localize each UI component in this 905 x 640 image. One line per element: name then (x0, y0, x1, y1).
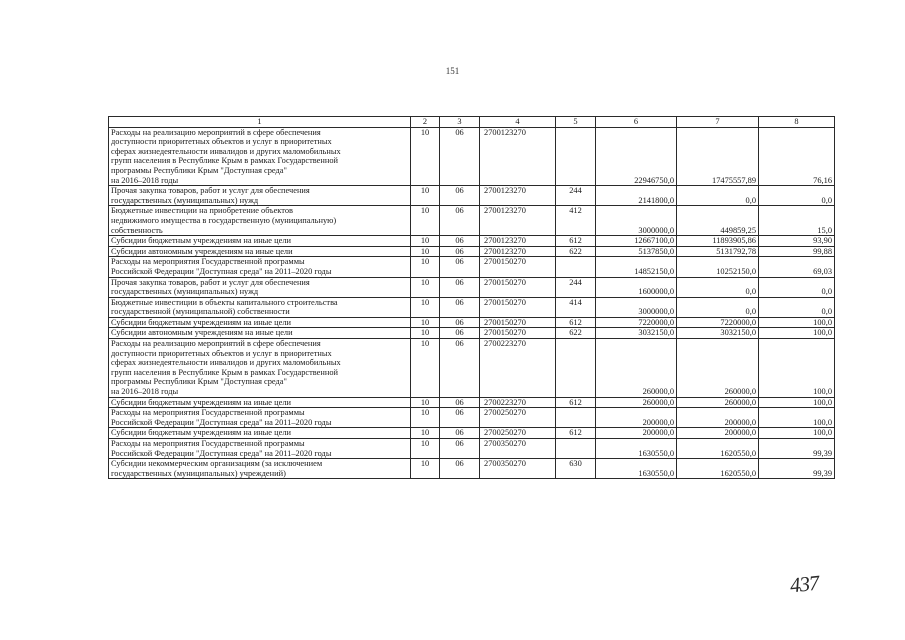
executed-amount-cell: 10252150,0 (677, 257, 759, 277)
column-header: 6 (596, 117, 677, 128)
table-row (109, 186, 835, 206)
expense-type-cell: 414 (556, 297, 596, 317)
section-code-cell: 10 (411, 297, 440, 317)
table-header-row (109, 117, 835, 128)
row-name-cell: Расходы на реализацию мероприятий в сфере обеспечения доступности приоритетных объектов и услуг в приоритетных сферах жизнедеятельности инвалидов и других маломобильных групп населения в Республике Крым в рамках Государственной программы Республики Крым "Доступная среда" на 2016–2018 годы (109, 339, 411, 398)
column-header: 2 (411, 117, 440, 128)
expense-type-cell: 244 (556, 186, 596, 206)
execution-percent-cell: 93,90 (759, 236, 835, 247)
executed-amount-cell: 11893905,86 (677, 236, 759, 247)
column-header: 8 (759, 117, 835, 128)
subsection-code-cell: 06 (440, 246, 480, 257)
column-header: 3 (440, 117, 480, 128)
subsection-code-cell: 06 (440, 317, 480, 328)
row-name-cell: Бюджетные инвестиции на приобретение объектов недвижимого имущества в государственную (муниципальную) собственность (109, 206, 411, 236)
target-article-cell: 2700350270 (480, 459, 556, 479)
subsection-code-cell: 06 (440, 236, 480, 247)
executed-amount-cell: 0,0 (677, 186, 759, 206)
table-row (109, 297, 835, 317)
subsection-code-cell: 06 (440, 206, 480, 236)
subsection-code-cell: 06 (440, 408, 480, 428)
target-article-cell: 2700250270 (480, 428, 556, 439)
execution-percent-cell: 69,03 (759, 257, 835, 277)
planned-amount-cell: 12667100,0 (596, 236, 677, 247)
row-name-cell: Расходы на мероприятия Государственной программы Российской Федерации "Доступная среда" на 2011–2020 годы (109, 408, 411, 428)
section-code-cell: 10 (411, 127, 440, 186)
execution-percent-cell: 100,0 (759, 428, 835, 439)
execution-percent-cell: 0,0 (759, 277, 835, 297)
target-article-cell: 2700150270 (480, 257, 556, 277)
planned-amount-cell: 260000,0 (596, 339, 677, 398)
section-code-cell: 10 (411, 236, 440, 247)
handwritten-page-number: 437 (788, 570, 820, 598)
table-row (109, 428, 835, 439)
planned-amount-cell: 3000000,0 (596, 297, 677, 317)
execution-percent-cell: 100,0 (759, 397, 835, 408)
table-row (109, 257, 835, 277)
expense-type-cell (556, 408, 596, 428)
subsection-code-cell: 06 (440, 186, 480, 206)
section-code-cell: 10 (411, 439, 440, 459)
subsection-code-cell: 06 (440, 339, 480, 398)
table-row (109, 328, 835, 339)
execution-percent-cell: 99,39 (759, 459, 835, 479)
target-article-cell: 2700223270 (480, 339, 556, 398)
row-name-cell: Субсидии бюджетным учреждениям на иные цели (109, 317, 411, 328)
page-number: 151 (445, 66, 460, 76)
column-header: 4 (480, 117, 556, 128)
planned-amount-cell: 3032150,0 (596, 328, 677, 339)
executed-amount-cell: 1620550,0 (677, 459, 759, 479)
subsection-code-cell: 06 (440, 277, 480, 297)
row-name-cell: Расходы на мероприятия Государственной программы Российской Федерации "Доступная среда" на 2011–2020 годы (109, 439, 411, 459)
table-row (109, 277, 835, 297)
planned-amount-cell: 1630550,0 (596, 439, 677, 459)
column-header: 5 (556, 117, 596, 128)
section-code-cell: 10 (411, 186, 440, 206)
execution-percent-cell: 15,0 (759, 206, 835, 236)
expense-type-cell: 622 (556, 328, 596, 339)
planned-amount-cell: 5137850,0 (596, 246, 677, 257)
target-article-cell: 2700123270 (480, 236, 556, 247)
subsection-code-cell: 06 (440, 257, 480, 277)
target-article-cell: 2700350270 (480, 439, 556, 459)
section-code-cell: 10 (411, 328, 440, 339)
expense-type-cell (556, 339, 596, 398)
expense-type-cell: 630 (556, 459, 596, 479)
table-row (109, 127, 835, 186)
target-article-cell: 2700123270 (480, 127, 556, 186)
row-name-cell: Прочая закупка товаров, работ и услуг для обеспечения государственных (муниципальных) нужд (109, 186, 411, 206)
planned-amount-cell: 3000000,0 (596, 206, 677, 236)
row-name-cell: Субсидии автономным учреждениям на иные цели (109, 328, 411, 339)
executed-amount-cell: 7220000,0 (677, 317, 759, 328)
row-name-cell: Субсидии бюджетным учреждениям на иные цели (109, 428, 411, 439)
section-code-cell: 10 (411, 317, 440, 328)
execution-percent-cell: 99,39 (759, 439, 835, 459)
executed-amount-cell: 200000,0 (677, 408, 759, 428)
expense-type-cell: 412 (556, 206, 596, 236)
planned-amount-cell: 14852150,0 (596, 257, 677, 277)
section-code-cell: 10 (411, 277, 440, 297)
execution-percent-cell: 100,0 (759, 408, 835, 428)
execution-percent-cell: 100,0 (759, 328, 835, 339)
row-name-cell: Субсидии бюджетным учреждениям на иные цели (109, 397, 411, 408)
target-article-cell: 2700123270 (480, 186, 556, 206)
column-header: 1 (109, 117, 411, 128)
target-article-cell: 2700150270 (480, 297, 556, 317)
planned-amount-cell: 1630550,0 (596, 459, 677, 479)
executed-amount-cell: 0,0 (677, 277, 759, 297)
planned-amount-cell: 200000,0 (596, 408, 677, 428)
planned-amount-cell: 7220000,0 (596, 317, 677, 328)
planned-amount-cell: 1600000,0 (596, 277, 677, 297)
execution-percent-cell: 100,0 (759, 317, 835, 328)
section-code-cell: 10 (411, 459, 440, 479)
row-name-cell: Субсидии некоммерческим организациям (за исключением государственных (муниципальных) учреждений) (109, 459, 411, 479)
subsection-code-cell: 06 (440, 127, 480, 186)
section-code-cell: 10 (411, 408, 440, 428)
target-article-cell: 2700123270 (480, 206, 556, 236)
target-article-cell: 2700150270 (480, 317, 556, 328)
executed-amount-cell: 1620550,0 (677, 439, 759, 459)
expense-type-cell (556, 257, 596, 277)
row-name-cell: Бюджетные инвестиции в объекты капитального строительства государственной (муниципальной) собственности (109, 297, 411, 317)
column-header: 7 (677, 117, 759, 128)
table-row (109, 317, 835, 328)
executed-amount-cell: 260000,0 (677, 397, 759, 408)
table-row (109, 339, 835, 398)
subsection-code-cell: 06 (440, 428, 480, 439)
executed-amount-cell: 260000,0 (677, 339, 759, 398)
expense-type-cell: 612 (556, 428, 596, 439)
expense-type-cell (556, 127, 596, 186)
execution-percent-cell: 0,0 (759, 297, 835, 317)
expense-type-cell: 612 (556, 317, 596, 328)
executed-amount-cell: 5131792,78 (677, 246, 759, 257)
planned-amount-cell: 2141800,0 (596, 186, 677, 206)
target-article-cell: 2700150270 (480, 277, 556, 297)
subsection-code-cell: 06 (440, 397, 480, 408)
planned-amount-cell: 260000,0 (596, 397, 677, 408)
execution-percent-cell: 0,0 (759, 186, 835, 206)
section-code-cell: 10 (411, 397, 440, 408)
execution-percent-cell: 99,88 (759, 246, 835, 257)
table-row (109, 397, 835, 408)
execution-percent-cell: 76,16 (759, 127, 835, 186)
planned-amount-cell: 200000,0 (596, 428, 677, 439)
executed-amount-cell: 0,0 (677, 297, 759, 317)
section-code-cell: 10 (411, 246, 440, 257)
table-row (109, 206, 835, 236)
target-article-cell: 2700150270 (480, 328, 556, 339)
expense-type-cell: 612 (556, 236, 596, 247)
planned-amount-cell: 22946750,0 (596, 127, 677, 186)
section-code-cell: 10 (411, 257, 440, 277)
expense-type-cell (556, 439, 596, 459)
row-name-cell: Расходы на мероприятия Государственной программы Российской Федерации "Доступная среда" на 2011–2020 годы (109, 257, 411, 277)
expense-type-cell: 622 (556, 246, 596, 257)
table-row (109, 408, 835, 428)
row-name-cell: Субсидии бюджетным учреждениям на иные цели (109, 236, 411, 247)
expense-type-cell: 244 (556, 277, 596, 297)
executed-amount-cell: 449859,25 (677, 206, 759, 236)
budget-table (108, 116, 835, 479)
subsection-code-cell: 06 (440, 439, 480, 459)
target-article-cell: 2700223270 (480, 397, 556, 408)
executed-amount-cell: 200000,0 (677, 428, 759, 439)
execution-percent-cell: 100,0 (759, 339, 835, 398)
section-code-cell: 10 (411, 428, 440, 439)
executed-amount-cell: 3032150,0 (677, 328, 759, 339)
section-code-cell: 10 (411, 206, 440, 236)
table-row (109, 459, 835, 479)
table-row (109, 236, 835, 247)
expense-type-cell: 612 (556, 397, 596, 408)
target-article-cell: 2700123270 (480, 246, 556, 257)
executed-amount-cell: 17475557,89 (677, 127, 759, 186)
subsection-code-cell: 06 (440, 297, 480, 317)
subsection-code-cell: 06 (440, 328, 480, 339)
target-article-cell: 2700250270 (480, 408, 556, 428)
row-name-cell: Субсидии автономным учреждениям на иные цели (109, 246, 411, 257)
table-row (109, 439, 835, 459)
table-row (109, 246, 835, 257)
row-name-cell: Расходы на реализацию мероприятий в сфере обеспечения доступности приоритетных объектов и услуг в приоритетных сферах жизнедеятельности инвалидов и других маломобильных групп населения в Республике Крым в рамках Государственной программы Республики Крым "Доступная среда" на 2016–2018 годы (109, 127, 411, 186)
row-name-cell: Прочая закупка товаров, работ и услуг для обеспечения государственных (муниципальных) нужд (109, 277, 411, 297)
section-code-cell: 10 (411, 339, 440, 398)
subsection-code-cell: 06 (440, 459, 480, 479)
